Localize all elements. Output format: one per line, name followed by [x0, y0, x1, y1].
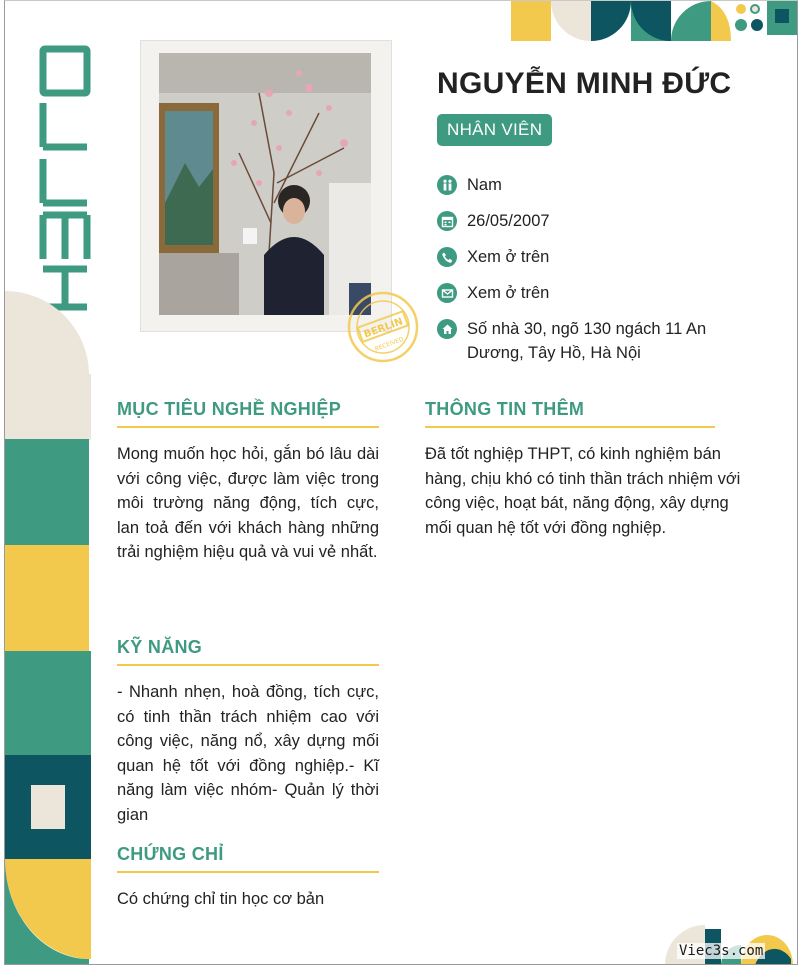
- additional-body: Đã tốt nghiệp THPT, có kinh nghiệm bán hàng, chịu khó có tinh thần trách nhiệm với công việc, hoạt bát, năng động, xây dựng mối quan hệ tốt với đồng nghiệp.: [425, 445, 741, 537]
- birthdate-value: 26/05/2007: [467, 212, 550, 230]
- additional-title: THÔNG TIN THÊM: [425, 399, 715, 428]
- certificates-title: CHỨNG CHỈ: [117, 844, 379, 873]
- left-decoration: [5, 291, 91, 965]
- birthdate-row: [437, 209, 767, 233]
- profile-photo-frame: [141, 41, 391, 331]
- additional-section: [425, 399, 741, 540]
- certificates-body: Có chứng chỉ tin học cơ bản: [117, 890, 325, 908]
- phone-value: Xem ở trên: [467, 248, 550, 266]
- home-icon: [437, 319, 457, 339]
- gender-icon: [437, 175, 457, 195]
- objective-title: MỤC TIÊU NGHỀ NGHIỆP: [117, 399, 379, 428]
- skills-title: KỸ NĂNG: [117, 637, 379, 666]
- svg-text:BERLIN: BERLIN: [362, 316, 405, 341]
- address-value: Số nhà 30, ngõ 130 ngách 11 An Dương, Tây Hồ, Hà Nội: [467, 320, 707, 362]
- phone-icon: [437, 247, 457, 267]
- email-icon: [437, 283, 457, 303]
- candidate-name: NGUYỄN MINH ĐỨC: [437, 67, 732, 100]
- profile-photo: [159, 53, 371, 315]
- objective-body: Mong muốn học hỏi, gắn bó lâu dài với công việc, được làm việc trong môi trường năng động, tích cực, lan toả đến với khách hàng những trải nghiệm hiệu quả và vui vẻ nhất.: [117, 445, 379, 562]
- cv-page: [4, 0, 798, 965]
- svg-text:RECEIVED: RECEIVED: [373, 335, 405, 353]
- certificates-section: [117, 844, 379, 912]
- email-value: Xem ở trên: [467, 284, 550, 302]
- position-badge: NHÂN VIÊN: [437, 114, 552, 146]
- hello-vertical-text: [37, 41, 93, 311]
- contact-info: [437, 173, 767, 377]
- gender-row: [437, 173, 767, 197]
- gender-value: Nam: [467, 176, 502, 194]
- berlin-stamp: [345, 289, 421, 365]
- phone-row: [437, 245, 767, 269]
- objective-section: [117, 399, 379, 565]
- address-row: [437, 317, 767, 365]
- watermark: Viec3s.com: [679, 943, 764, 959]
- skills-body: - Nhanh nhẹn, hoà đồng, tích cực, có tinh thần trách nhiệm cao với công việc, năng nổ, xây dựng mối quan hệ tốt với đồng nghiệp.- Kĩ năng làm việc nhóm- Quản lý thời gian: [117, 683, 379, 824]
- top-decoration: [511, 1, 797, 41]
- skills-section: [117, 637, 379, 828]
- calendar-icon: [437, 211, 457, 231]
- email-row: [437, 281, 767, 305]
